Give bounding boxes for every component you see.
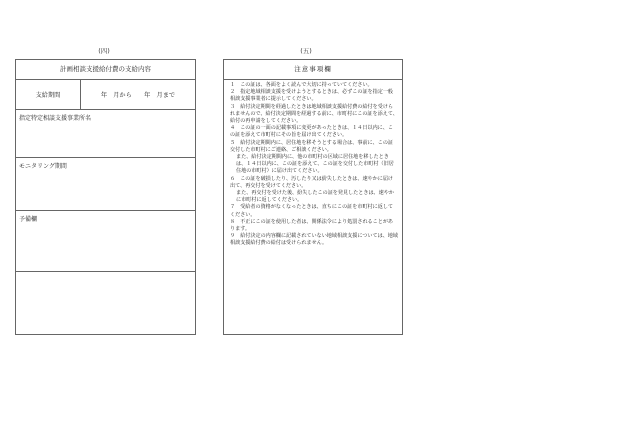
note-item: ４ この証の一面の記載事項に変更があったときは、１４日以内に、この証を添えて市町村にその旨を届け出てください。	[230, 125, 393, 139]
benefit-content-title: 計画相談支援給付費の支給内容	[16, 60, 195, 80]
note-item: ５ 給付決定期間内に、居住地を移そうとする場合は、事前に、この証交付した市町村にご連絡、ご相談ください。	[230, 139, 394, 153]
office-name-section	[16, 110, 195, 158]
payment-period-row	[16, 80, 195, 110]
note-item: ７ 受給者の資格がなくなったときは、直ちにこの証を市町村に返してください。	[230, 204, 394, 218]
office-name-label: 指定特定相談支援事業所名	[19, 115, 92, 122]
notes-title: 注意事項欄	[224, 60, 402, 80]
reserve-section	[16, 211, 195, 271]
note-item: ６ この証を破損したり、汚したり又は紛失したときは、速やかに届け出て、再交付を受けてください。	[230, 175, 394, 189]
blank-section	[16, 271, 195, 338]
monitoring-period-section	[16, 158, 195, 211]
note-item: また、給付決定期間内に、他の市町村の区域に居住地を移したときは、１４日以内に、この証を添えて、この証を交付した市町村（旧居住地の市町村）に届け出てください。	[236, 154, 394, 175]
notes-list	[224, 80, 402, 248]
reserve-label: 予備欄	[19, 216, 38, 223]
note-item: ２ 指定地域相談支援を受けようとするときは、必ずこの証を指定一般相談支援事業者に提示してください。	[230, 89, 394, 103]
monitoring-period-label: モニタリング期間	[19, 163, 67, 170]
note-item: ９ 給付決定の内容欄に記載されていない地域相談支援については、地域相談支援給付費の給付は受けられません。	[230, 233, 398, 247]
note-item: ８ 不正にこの証を使用した者は、関係法令により処罰されることがあります。	[230, 218, 394, 233]
notes-form	[223, 59, 403, 335]
payment-period-label: 支給期間	[16, 80, 81, 109]
note-item: また、再交付を受けた後、紛失したこの証を発見したときは、速やかに市町村に返してください。	[236, 190, 394, 204]
left-page-number: (四)	[98, 47, 110, 55]
benefit-content-form	[15, 59, 196, 335]
right-page-number: (五)	[300, 47, 312, 55]
note-item: ３ 給付決定期間を経過したときは地域相談支援給付費の給付を受けられませんので、給付決定期間を経過する前に、市町村にこの証を添えて、給付の再申請をしてください。	[230, 103, 398, 125]
note-item: １ この証は、各面をよく読んで大切に持っていてください。	[230, 82, 373, 88]
payment-period-value: 年 月から 年 月まで	[100, 92, 176, 99]
